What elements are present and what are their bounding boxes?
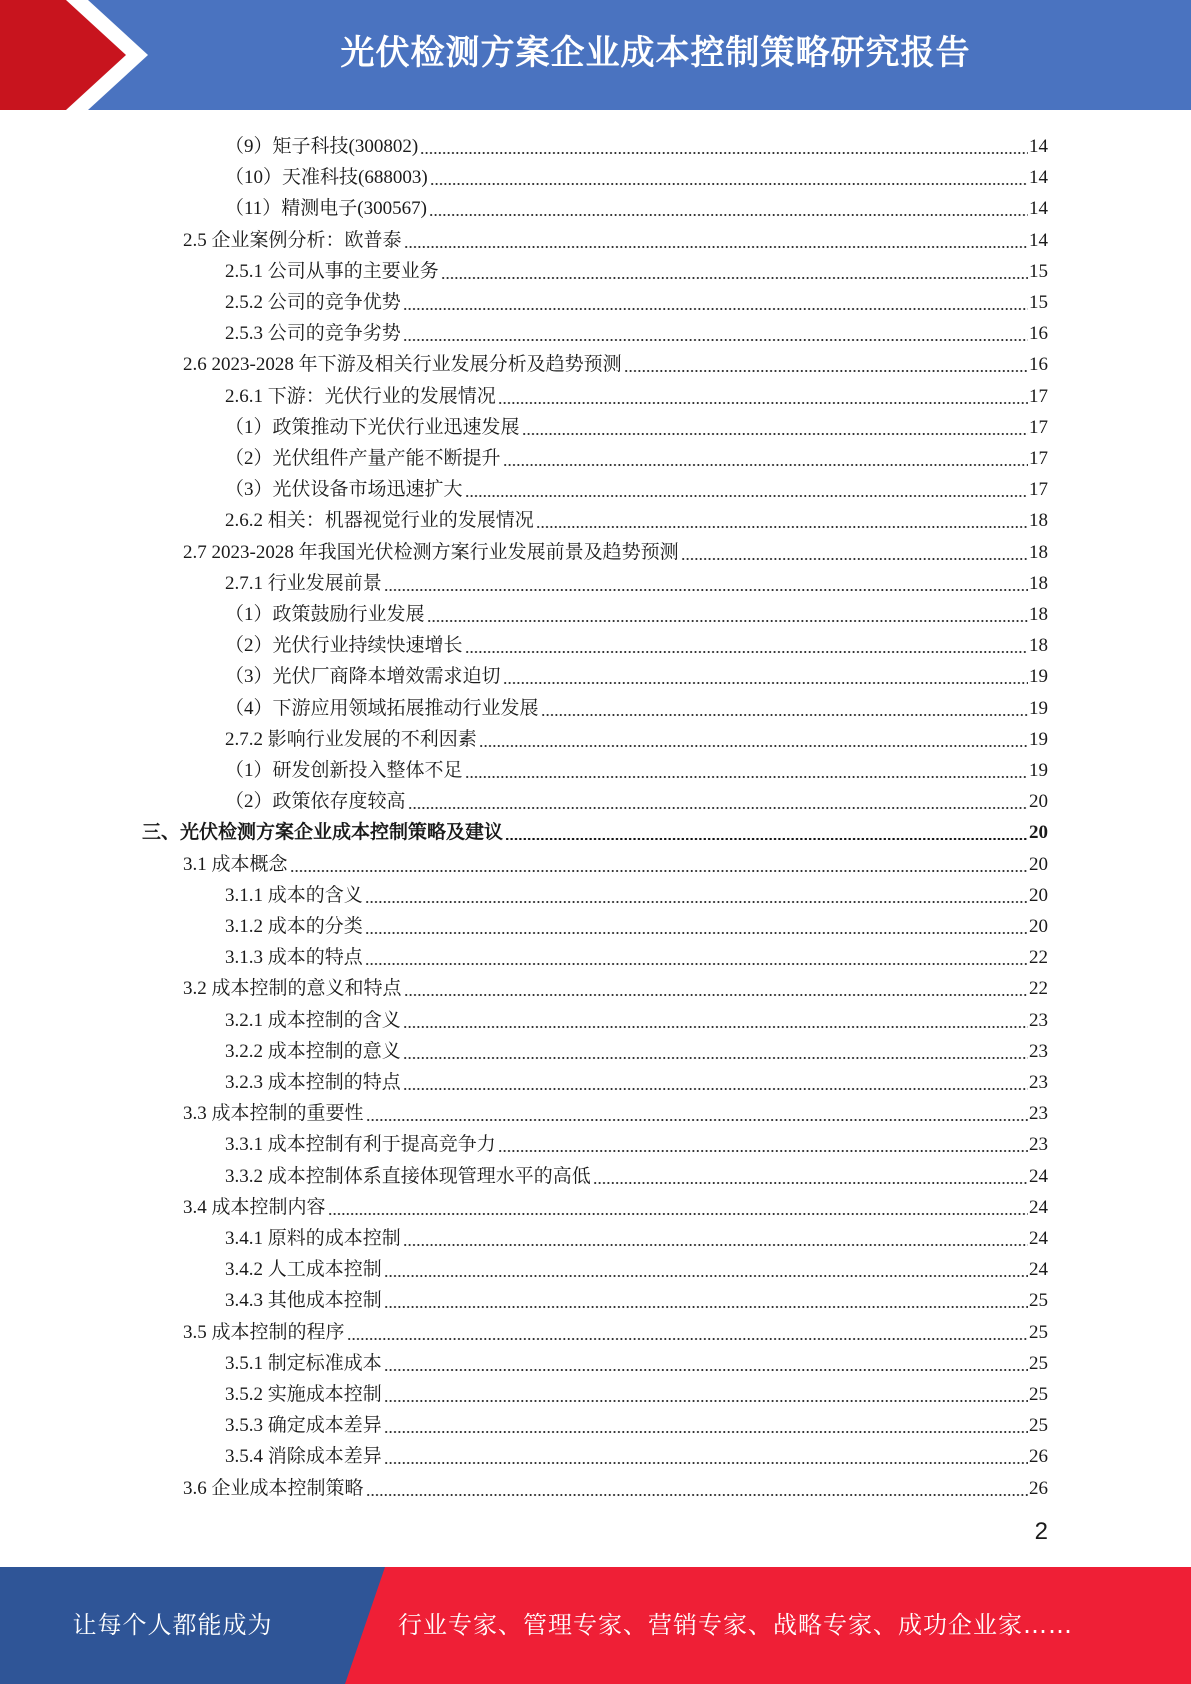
toc-entry-label: 3.3.2 成本控制体系直接体现管理水平的高低 (225, 1165, 591, 1187)
toc-dot-leader (503, 682, 1028, 684)
toc-entry-label: 3.2 成本控制的意义和特点 (183, 978, 402, 1000)
toc-dot-leader (366, 1119, 1028, 1121)
toc-entry-page: 24 (1029, 1196, 1048, 1218)
toc-entry[interactable] (225, 1002, 1048, 1033)
toc-dot-leader (347, 1338, 1028, 1340)
toc-entry[interactable] (183, 1470, 1048, 1501)
toc-entry-page: 20 (1029, 916, 1048, 937)
toc-entry[interactable] (225, 284, 1048, 315)
toc-dot-leader (384, 589, 1028, 591)
toc-dot-leader (522, 433, 1028, 435)
toc-entry[interactable] (225, 877, 1048, 908)
toc-entry[interactable] (225, 502, 1048, 533)
toc-entry-page: 14 (1029, 136, 1048, 157)
toc-entry[interactable] (183, 846, 1048, 877)
toc-entry[interactable] (225, 565, 1048, 596)
toc-entry-label: （9）矩子科技(300802) (225, 136, 419, 157)
report-header (0, 0, 1191, 110)
toc-entry-page: 14 (1029, 198, 1048, 220)
toc-entry-page: 14 (1029, 167, 1048, 189)
toc-entry-page: 20 (1029, 884, 1048, 906)
toc-dot-leader (430, 183, 1028, 185)
toc-entry-page: 19 (1029, 760, 1048, 781)
toc-entry-page: 17 (1029, 385, 1048, 407)
toc-entry-label: （11）精测电子(300567) (225, 198, 427, 220)
toc-entry-label: 三、光伏检测方案企业成本控制策略及建议 (142, 822, 504, 844)
toc-entry-page: 15 (1029, 292, 1048, 313)
toc-entry-page: 26 (1029, 1477, 1048, 1499)
toc-dot-leader (429, 214, 1028, 216)
toc-dot-leader (365, 963, 1028, 965)
toc-entry-label: （3）光伏厂商降本增效需求迫切 (225, 666, 501, 688)
toc-dot-leader (465, 651, 1028, 653)
toc-dot-leader (384, 1431, 1028, 1433)
toc-entry[interactable] (183, 222, 1048, 253)
toc-dot-leader (384, 1462, 1028, 1464)
toc-dot-leader (404, 994, 1028, 996)
toc-entry[interactable] (225, 1220, 1048, 1251)
toc-entry-page: 24 (1029, 1228, 1048, 1249)
toc-entry-page: 25 (1029, 1321, 1048, 1343)
toc-entry[interactable] (183, 534, 1048, 565)
toc-entry-page: 18 (1029, 635, 1048, 657)
toc-entry[interactable] (225, 596, 1048, 627)
toc-dot-leader (384, 1275, 1028, 1277)
toc-entry-label: （2）光伏组件产量产能不断提升 (225, 448, 501, 469)
toc-entry-label: （1）研发创新投入整体不足 (225, 760, 463, 781)
footer-banner (0, 1567, 1191, 1684)
toc-entry-page: 17 (1029, 416, 1048, 438)
toc-entry-label: 3.2.1 成本控制的含义 (225, 1009, 401, 1031)
toc-entry-label: 3.1.3 成本的特点 (225, 947, 363, 969)
toc-entry-page: 23 (1029, 1103, 1048, 1125)
toc-dot-leader (404, 246, 1028, 248)
toc-dot-leader (403, 1088, 1028, 1090)
toc-dot-leader (384, 1400, 1028, 1402)
toc-entry-label: 3.5.1 制定标准成本 (225, 1352, 382, 1374)
toc-entry-label: 2.6.1 下游：光伏行业的发展情况 (225, 385, 496, 407)
toc-entry-label: 3.1.2 成本的分类 (225, 916, 363, 937)
toc-dot-leader (498, 402, 1028, 404)
toc-dot-leader (403, 308, 1028, 310)
toc-entry[interactable] (225, 409, 1048, 440)
toc-entry[interactable] (225, 908, 1048, 939)
toc-entry-page: 19 (1029, 697, 1048, 719)
toc-entry[interactable] (225, 1251, 1048, 1282)
toc-entry-label: 3.4.1 原料的成本控制 (225, 1228, 401, 1249)
toc-entry[interactable] (225, 159, 1048, 190)
toc-entry-page: 22 (1029, 947, 1048, 969)
toc-entry-label: 3.3 成本控制的重要性 (183, 1103, 364, 1125)
toc-dot-leader (328, 1213, 1028, 1215)
toc-dot-leader (384, 1369, 1028, 1371)
toc-dot-leader (624, 370, 1028, 372)
toc-entry-page: 16 (1029, 323, 1048, 345)
toc-entry-page: 18 (1029, 510, 1048, 532)
toc-entry-label: 3.1 成本概念 (183, 853, 288, 875)
toc-entry[interactable] (225, 658, 1048, 689)
toc-dot-leader (427, 620, 1028, 622)
toc-dot-leader (384, 1306, 1028, 1308)
red-arrow-icon (0, 0, 160, 110)
toc-dot-leader (536, 526, 1028, 528)
toc-entry-page: 23 (1029, 1040, 1048, 1062)
toc-entry[interactable] (183, 1095, 1048, 1126)
toc-entry[interactable] (225, 752, 1048, 783)
toc-entry-page: 19 (1029, 728, 1048, 750)
toc-entry[interactable] (225, 1064, 1048, 1095)
toc-entry-label: （1）政策鼓励行业发展 (225, 604, 425, 625)
toc-entry-label: 2.7.2 影响行业发展的不利因素 (225, 728, 477, 750)
toc-entry-label: （2）光伏行业持续快速增长 (225, 635, 463, 657)
toc-entry[interactable] (225, 939, 1048, 970)
toc-entry-page: 16 (1029, 354, 1048, 376)
toc-entry-page: 25 (1029, 1352, 1048, 1374)
toc-entry-page: 17 (1029, 479, 1048, 501)
toc-dot-leader (503, 464, 1028, 466)
toc-entry-page: 23 (1029, 1072, 1048, 1093)
toc-entry[interactable] (225, 471, 1048, 502)
toc-entry[interactable] (225, 378, 1048, 409)
toc-entry-label: （2）政策依存度较高 (225, 791, 406, 813)
toc-entry[interactable] (225, 721, 1048, 752)
toc-dot-leader (403, 1244, 1028, 1246)
toc-entry-page: 23 (1029, 1134, 1048, 1156)
toc-dot-leader (403, 339, 1028, 341)
toc-dot-leader (465, 495, 1028, 497)
toc-entry[interactable] (225, 315, 1048, 346)
toc-entry[interactable] (225, 1376, 1048, 1407)
toc-dot-leader (505, 838, 1028, 840)
toc-entry-page: 23 (1029, 1009, 1048, 1031)
toc-entry[interactable] (183, 970, 1048, 1001)
toc-dot-leader (365, 901, 1028, 903)
toc-entry-label: 2.6 2023-2028 年下游及相关行业发展分析及趋势预测 (183, 354, 622, 376)
toc-entry[interactable] (225, 783, 1048, 814)
toc-entry-page: 18 (1029, 604, 1048, 625)
toc-entry-label: （1）政策推动下光伏行业迅速发展 (225, 416, 520, 438)
toc-entry[interactable] (225, 627, 1048, 658)
toc-entry-page: 22 (1029, 978, 1048, 1000)
toc-entry-label: 3.2.3 成本控制的特点 (225, 1072, 401, 1093)
toc-entry-page: 25 (1029, 1290, 1048, 1312)
toc-entry-label: 2.5.1 公司从事的主要业务 (225, 260, 439, 282)
toc-dot-leader (498, 1150, 1028, 1152)
toc-entry-label: （4）下游应用领域拓展推动行业发展 (225, 697, 539, 719)
toc-entry-page: 25 (1029, 1415, 1048, 1437)
toc-entry-page: 24 (1029, 1165, 1048, 1187)
toc-entry-label: 2.5.2 公司的竞争优势 (225, 292, 401, 313)
toc-entry-page: 20 (1029, 822, 1048, 844)
toc-entry-page: 15 (1029, 260, 1048, 282)
toc-entry-label: 3.5 成本控制的程序 (183, 1321, 345, 1343)
toc-entry-page: 17 (1029, 448, 1048, 469)
toc-entry-label: 2.6.2 相关：机器视觉行业的发展情况 (225, 510, 534, 532)
toc-entry[interactable] (183, 346, 1048, 377)
toc-entry[interactable] (183, 1314, 1048, 1345)
toc-dot-leader (366, 1494, 1028, 1496)
toc-entry[interactable] (225, 1033, 1048, 1064)
toc-dot-leader (441, 277, 1028, 279)
report-title: 光伏检测方案企业成本控制策略研究报告 (340, 33, 971, 73)
toc-entry-label: 2.5.3 公司的竞争劣势 (225, 323, 401, 345)
toc-entry[interactable] (225, 1407, 1048, 1438)
toc-entry-page: 24 (1029, 1259, 1048, 1281)
toc-entry-label: 2.5 企业案例分析：欧普泰 (183, 229, 402, 251)
toc-entry-label: 3.1.1 成本的含义 (225, 884, 363, 906)
toc-entry-page: 25 (1029, 1384, 1048, 1405)
toc-entry-label: 3.2.2 成本控制的意义 (225, 1040, 401, 1062)
toc-entry-label: 3.5.2 实施成本控制 (225, 1384, 382, 1405)
toc-entry-page: 26 (1029, 1446, 1048, 1468)
toc-entry-label: 3.4.2 人工成本控制 (225, 1259, 382, 1281)
toc-entry-label: 3.5.4 消除成本差异 (225, 1446, 382, 1468)
toc-entry[interactable] (183, 1189, 1048, 1220)
footer-slogan-right: 行业专家、管理专家、营销专家、战略专家、成功企业家…… (398, 1611, 1073, 1639)
toc-entry-label: 2.7.1 行业发展前景 (225, 572, 382, 594)
toc-dot-leader (479, 745, 1028, 747)
toc-entry[interactable] (225, 440, 1048, 471)
toc-entry-page: 20 (1029, 791, 1048, 813)
toc-entry-label: 3.6 企业成本控制策略 (183, 1477, 364, 1499)
toc-entry[interactable] (225, 690, 1048, 721)
toc-entry[interactable] (225, 1158, 1048, 1189)
footer-slogan-left: 让每个人都能成为 (72, 1611, 273, 1639)
toc-entry[interactable] (225, 1126, 1048, 1157)
toc-dot-leader (408, 807, 1028, 809)
toc-entry-label: 3.5.3 确定成本差异 (225, 1415, 382, 1437)
toc-entry[interactable] (142, 814, 1048, 845)
toc-dot-leader (403, 1057, 1028, 1059)
toc-entry-page: 18 (1029, 572, 1048, 594)
toc-entry-label: 3.4.3 其他成本控制 (225, 1290, 382, 1312)
page-number: 2 (1034, 1518, 1048, 1545)
toc-entry-label: （10）天准科技(688003) (225, 167, 428, 189)
toc-entry-label: （3）光伏设备市场迅速扩大 (225, 479, 463, 501)
toc-entry-label: 3.3.1 成本控制有利于提高竞争力 (225, 1134, 496, 1156)
toc-entry-page: 19 (1029, 666, 1048, 688)
toc-entry[interactable] (225, 1345, 1048, 1376)
toc-dot-leader (681, 558, 1028, 560)
toc-entry[interactable] (225, 1438, 1048, 1469)
toc-dot-leader (465, 776, 1028, 778)
toc-dot-leader (420, 152, 1028, 154)
toc-dot-leader (403, 1026, 1028, 1028)
toc-entry-page: 14 (1029, 229, 1048, 251)
toc-entry[interactable] (225, 1282, 1048, 1313)
toc-entry-page: 18 (1029, 541, 1048, 563)
toc-dot-leader (593, 1182, 1028, 1184)
toc-entry-page: 20 (1029, 853, 1048, 875)
toc-entry[interactable] (225, 128, 1048, 159)
toc-entry[interactable] (225, 253, 1048, 284)
toc-entry-label: 3.4 成本控制内容 (183, 1196, 326, 1218)
toc-dot-leader (541, 714, 1028, 716)
toc-dot-leader (365, 932, 1028, 934)
toc-entry[interactable] (225, 190, 1048, 221)
toc-dot-leader (290, 870, 1028, 872)
toc-entry-label: 2.7 2023-2028 年我国光伏检测方案行业发展前景及趋势预测 (183, 541, 679, 563)
